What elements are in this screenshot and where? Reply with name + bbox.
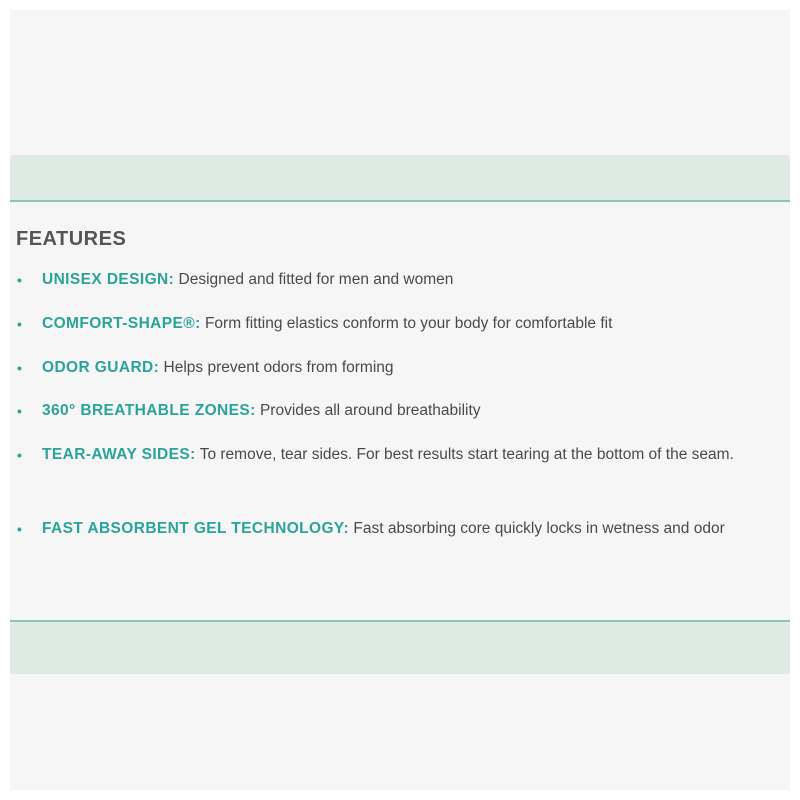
feature-item-gel-technology [16, 514, 790, 544]
bullet-icon: • [17, 316, 22, 332]
feature-item-tear-away-sides [16, 440, 790, 470]
product-info-graphic [10, 10, 790, 790]
feature-item-comfort-shape [16, 309, 790, 339]
feature-description: Fast absorbing core quickly locks in wetness and odor [353, 520, 725, 537]
bottom-decorative-band [10, 620, 790, 674]
feature-description: Helps prevent odors from forming [163, 359, 394, 376]
feature-item-breathable-zones [16, 396, 790, 426]
features-section [16, 228, 790, 537]
feature-description: To remove, tear sides. For best results start tearing at the bottom of the seam. [199, 446, 734, 463]
feature-description: Form fitting elastics conform to your body for comfortable fit [204, 315, 613, 332]
feature-label: 360° BREATHABLE ZONES: [42, 402, 256, 419]
bullet-icon: • [17, 360, 22, 376]
feature-label: FAST ABSORBENT GEL TECHNOLOGY: [42, 520, 350, 537]
bullet-icon: • [17, 403, 22, 419]
bullet-icon: • [17, 272, 22, 288]
feature-description: Designed and fitted for men and women [178, 271, 454, 288]
features-heading: FEATURES [16, 228, 127, 250]
feature-item-unisex-design [16, 265, 790, 295]
feature-description: Provides all around breathability [259, 402, 481, 419]
bullet-icon: • [17, 521, 22, 537]
top-decorative-band [10, 155, 790, 202]
feature-label: TEAR-AWAY SIDES: [42, 446, 196, 463]
feature-label: UNISEX DESIGN: [42, 271, 175, 288]
feature-label: ODOR GUARD: [42, 359, 160, 376]
feature-label: COMFORT-SHAPE®: [42, 315, 201, 332]
bullet-icon: • [17, 447, 22, 463]
feature-item-odor-guard [16, 353, 790, 383]
